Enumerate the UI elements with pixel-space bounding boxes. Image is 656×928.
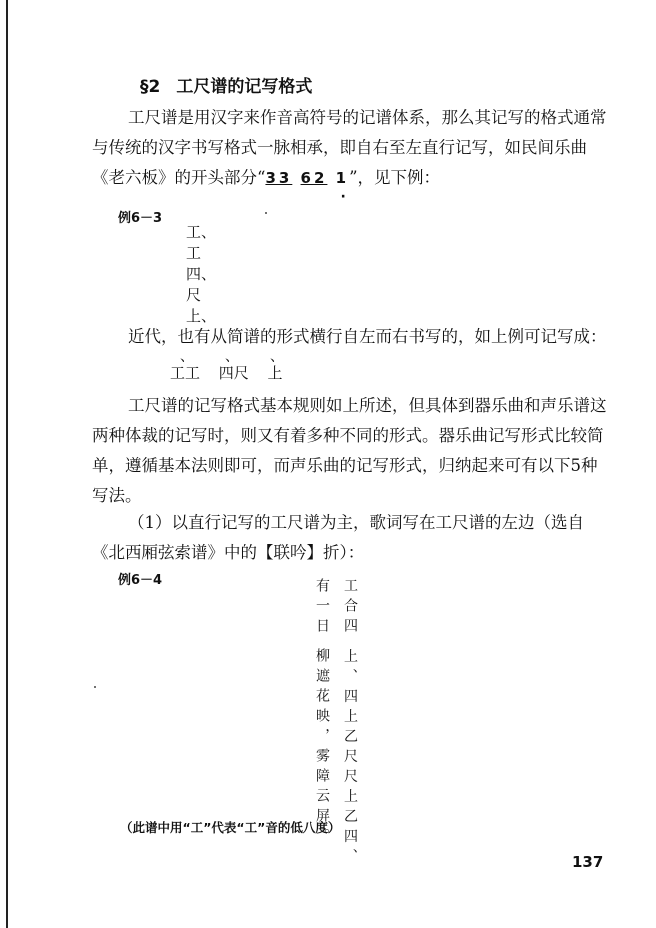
notes-group-a: 33	[265, 169, 293, 187]
notation-char: 四、	[186, 265, 217, 283]
example-caption: （此谱中用“工”代表“工”音的低八度）	[120, 820, 341, 835]
horizontal-notation-line: 工工 四尺 上	[170, 364, 283, 382]
notation-char: 上、	[186, 307, 217, 325]
paragraph-format-rules: 工尺谱的记写格式基本规则如上所述，但具体到器乐曲和声乐谱这两种体裁的记写时，则又有着多种不同的形式。器乐曲记写形式比较简单，遵循基本法则即可，而声乐曲的记写形式，归纳起来可有以下5种写法。	[92, 396, 607, 505]
intro-text-end: ”，见下例：	[349, 168, 441, 187]
scan-speck	[94, 686, 96, 688]
notes-group-b: 62 ·	[301, 169, 328, 187]
notation-char: 尺	[186, 286, 202, 304]
scan-speck	[265, 212, 267, 214]
jianpu-notes	[265, 169, 349, 187]
section-title: 工尺谱的记写格式	[176, 77, 313, 97]
paragraph-intro	[92, 103, 612, 193]
paragraph-method-1: （1）以直行记写的工尺谱为主，歌词写在工尺谱的左边（选自《北西厢弦索谱》中的【联吟】折）：	[92, 513, 584, 562]
section-heading	[140, 72, 312, 97]
notation-char: 工、	[186, 223, 217, 241]
intro-text: 工尺谱是用汉字来作音高符号的记谱体系，那么其记写的格式通常与传统的汉字书写格式一脉相承，即自右至左直行记写，如民间乐曲《老六板》的开头部分“	[92, 108, 607, 187]
vertical-notation-6-3	[186, 222, 216, 327]
example-label-6-4: 例6－4	[118, 573, 163, 588]
horizontal-notation-marks: 、、、	[180, 349, 322, 365]
page-number: 137	[572, 853, 604, 871]
vertical-notation-6-4: 工合四 上、四上乙尺尺上乙四、	[342, 578, 358, 869]
section-symbol: §2	[140, 77, 161, 97]
paragraph-modern-form: 近代，也有从简谱的形式横行自左而右书写的，如上例可记写成：	[128, 327, 607, 346]
lyrics-top: 有一日	[314, 578, 330, 638]
lyrics-bottom: 柳遮花映，雾障云屏。	[314, 648, 330, 848]
page-spine-edge	[6, 0, 8, 928]
notes-group-c: 1	[335, 169, 350, 187]
example-label-6-3: 例6－3	[118, 211, 163, 226]
notation-char: 工	[186, 244, 202, 262]
